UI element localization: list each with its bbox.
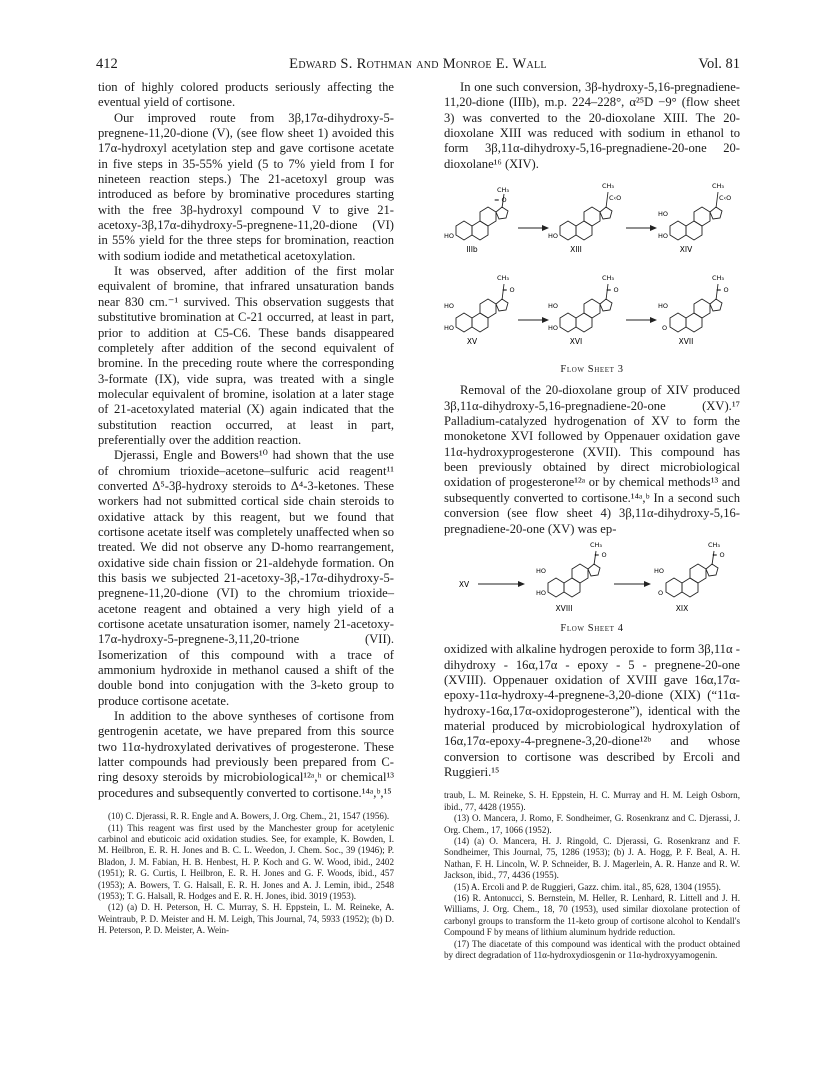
svg-text:CH₃: CH₃ (712, 274, 725, 283)
svg-text:CH₃: CH₃ (708, 540, 721, 549)
paragraph: In addition to the above syntheses of cortisone from gentrogenin acetate, we have prepared from this source two 11α-hydroxylated derivatives of progesterone. These latter compounds had previously been prepared from C-ring desoxy steroids by microbiological¹²ᵃ,ʰ or chemical¹³ procedures and subsequently converted to cortisone.¹⁴ᵃ,ᵇ,¹⁵ (98, 709, 394, 800)
svg-text:= O: = O (716, 286, 729, 295)
flow-sheet-4 (444, 537, 740, 636)
svg-text:CH₃: CH₃ (497, 186, 510, 195)
footnotes-right (444, 790, 740, 961)
footnote: traub, L. M. Reineke, S. H. Eppstein, H. C. Murray and H. M. Leigh Osborn, ibid., 77, 4428 (1955). (444, 790, 740, 812)
svg-text:HO: HO (444, 324, 455, 333)
compound-label: XV (458, 579, 470, 589)
paragraph: In one such conversion, 3β-hydroxy-5,16-pregnadiene-11,20-dione (IIIb), m.p. 224–228°, α²⁵D −9° (flow sheet 3) was converted to the 20-dioxolane XIII. The 20-dioxolane XIII was reduced with sodium in ethanol to form 3β,11α-dihydroxy-5,16-pregnadiene-20-one 20-dioxolane¹⁶ (XIV). (444, 80, 740, 171)
flow-sheet-3-structures (444, 172, 740, 362)
svg-text:C‹O: C‹O (609, 194, 622, 203)
svg-text:HO: HO (548, 232, 559, 241)
page-number: 412 (96, 56, 118, 72)
compound-xviii-structure (536, 541, 607, 597)
compound-label: XIII (570, 245, 582, 255)
footnote: (11) This reagent was first used by the Manchester group for acetylenic carbinol and ebuticoic acid oxidation studies. See, for example, K. Bowden, I. M. Heilbron, E. R. H. Jones and B. C. L. Weedon, J. Chem. Soc., 39 (1946); P. Bladon, J. M. Fabian, H. B. Henbest, H. P. Koch and G. W. Wood, ibid., 2402 (1951); R. G. Curtis, I. Heilbron, E. R. H. Jones and G. F. Woods, ibid., 457 (1953); A. Bowers, T. G. Halsall, E. R. H. Jones and A. J. Lemin, ibid., 2548 (1953); T. G. Halsall, R. Hodges and E. R. H. Jones, ibid. 3019 (1953). (98, 822, 394, 901)
svg-text:CH₃: CH₃ (602, 182, 615, 191)
right-column (444, 80, 740, 961)
volume-label: Vol. 81 (698, 56, 740, 72)
running-header (96, 56, 740, 78)
svg-text:HO: HO (658, 232, 669, 241)
svg-text:CH₃: CH₃ (602, 274, 615, 283)
svg-text:CH₃: CH₃ (712, 182, 725, 191)
flow-sheet-4-structures (444, 537, 740, 621)
compound-label: XV (466, 337, 478, 347)
svg-text:= O: = O (606, 286, 619, 295)
svg-text:HO: HO (654, 566, 665, 575)
svg-text:CH₃: CH₃ (497, 274, 510, 283)
svg-text:HO: HO (548, 324, 559, 333)
svg-text:C‹O: C‹O (719, 194, 732, 203)
footnote: (14) (a) O. Mancera, H. J. Ringold, C. Djerassi, G. Rosenkranz and F. Sondheimer, This Journal, 75, 1286 (1953); (b) J. A. Hogg, P. F. Beal, A. H. Nathan, F. H. Lincoln, W. P. Schneider, B. J. Magerlein, A. R. Hanze and R. W. Jackson, ibid., 77, 4436 (1955). (444, 835, 740, 881)
svg-text:= O: = O (494, 196, 507, 205)
left-column (98, 80, 394, 937)
compound-xvii-structure (658, 274, 729, 332)
compound-label: XIV (679, 245, 693, 255)
paragraph: oxidized with alkaline hydrogen peroxide to form 3β,11α - dihydroxy - 16α,17α - epoxy - 5 - pregnene-20-one (XVIII). Oppenauer oxidation of XVIII gave 16α,17α-epoxy-11α-hydroxy-4-pregnene-3,20-dione (XIX) (“11α-hydroxy-16α,17α-oxidoprogesterone”), identical with the material produced by microbiological hydroxylation of 16α,17α-epoxy-4-pregnene-3,20-dione¹²ᵇ and whose conversion to cortisone was described by Ercoli and Ruggieri.¹⁵ (444, 642, 740, 779)
svg-text:= O: = O (712, 550, 725, 559)
svg-text:HO: HO (444, 302, 455, 311)
compound-xv-structure (444, 274, 515, 332)
svg-text:HO: HO (444, 232, 455, 241)
paragraph: Our improved route from 3β,17α-dihydroxy-5-pregnene-11,20-dione (V), (see flow sheet 1) avoided this 17α-hydroxyl acetylation step and gave cortisone acetate in five steps in 35-55% yield (5 to 7% yield from I for nineteen reaction steps.) The 21-acetoxyl group was introduced as before by brominative procedures starting with the free 3β-hydroxyl compound V to give 21-acetoxy-3β,17α-dihydroxy-5-pregnene-11,20-dione (VI) in 55% yield for the three steps for bromination, reaction with sodium iodide and metathetical acetoxylation. (98, 110, 394, 263)
svg-text:= O: = O (594, 550, 607, 559)
svg-text:HO: HO (536, 588, 547, 597)
flow-sheet-caption: Flow Sheet 4 (560, 622, 624, 634)
footnote: (15) A. Ercoli and P. de Ruggieri, Gazz. chim. ital., 85, 628, 1304 (1955). (454, 881, 721, 892)
flow-sheet-caption: Flow Sheet 3 (560, 364, 624, 376)
paragraph: It was observed, after addition of the first molar equivalent of bromine, that infrared unsaturation bands near 830 cm.⁻¹ survived. This observation suggests that substitutive bromination at C-21 occurred, at least in part, prior to addition at C5-C6. These bands disappeared completely after addition of the second equivalent of bromine. In the preceding route where the corresponding 3-formate (IX), vide supra, was treated with a single molecular equivalent of bromine, isolation at a later stage of 21-acetoxylated material (X) again indicated that the substitution reaction occurred, at least in part, preferentially over the addition reaction. (98, 264, 394, 447)
compound-xix-structure (654, 541, 725, 597)
footnote: (12) (a) D. H. Peterson, H. C. Murray, S. H. Eppstein, L. M. Reineke, A. Weintraub, P. D. Meister and H. M. Leigh, This Journal, 74, 5933 (1952); (b) D. H. Peterson, P. D. Meister, A. Wein- (98, 902, 394, 936)
footnote: (16) R. Antonucci, S. Bernstein, M. Heller, R. Lenhard, R. Littell and J. H. Williams, J. Org. Chem., 18, 70 (1953), used similar dioxolane protection of carbonyl groups to transform the 11-keto group of cortisone alcohol to Kendall's Compound F by means of lithium aluminum hydride reduction. (444, 892, 740, 938)
svg-text:HO: HO (548, 302, 559, 311)
svg-text:HO: HO (658, 302, 669, 311)
footnotes-left (98, 811, 394, 936)
svg-text:HO: HO (536, 566, 547, 575)
svg-text:O: O (658, 588, 664, 597)
paragraph: tion of highly colored products seriously affecting the eventual yield of cortisone. (98, 80, 394, 110)
compound-label: IIIb (466, 245, 478, 255)
footnote: (10) C. Djerassi, R. R. Engle and A. Bowers, J. Org. Chem., 21, 1547 (1956). (108, 811, 390, 822)
svg-text:HO: HO (658, 210, 669, 219)
compound-label: XVI (569, 337, 583, 347)
compound-xiv-structure (658, 182, 731, 240)
compound-label: XIX (675, 603, 689, 613)
compound-xvi-structure (548, 274, 619, 332)
compound-label: XVIII (555, 603, 573, 613)
compound-iiib-structure (444, 186, 509, 240)
footnote: (13) O. Mancera, J. Romo, F. Sondheimer, G. Rosenkranz and C. Djerassi, J. Org. Chem., 17, 1066 (1952). (444, 813, 740, 835)
compound-xiii-structure (548, 182, 621, 240)
svg-text:CH₃: CH₃ (590, 540, 603, 549)
flow-sheet-3 (444, 172, 740, 377)
svg-text:O: O (662, 324, 668, 333)
footnote: (17) The diacetate of this compound was identical with the product obtained by direct degradation of 11α-hydroxydiosgenin or 11α-hydroxyyamogenin. (444, 938, 740, 960)
running-authors: Edward S. Rothman and Monroe E. Wall (289, 56, 547, 72)
compound-label: XVII (678, 337, 694, 347)
svg-text:= O: = O (502, 286, 515, 295)
paragraph: Djerassi, Engle and Bowers¹⁰ had shown that the use of chromium trioxide–acetone–sulfuric acid reagent¹¹ converted Δ⁵-3β-hydroxy steroids to Δ⁴-3-ketones. These workers had not submitted cortical side chain steroids to oxidative attack by this reagent, but we found that cortisone acetate itself was completely unaffected when so treated. We did not observe any D-homo rearrangement, oxidative side chain fission or 21-aldehyde formation. On this basis we subjected 21-acetoxy-3β,-17α-dihydroxy-5-pregnene-11,20-dione (VI) to the chromium trioxide–acetone reagent and obtained a very high yield of a cortisone acetate unsaturation isomer, namely 21-acetoxy-17α-hydroxy-5-pregnene-3,11,20-trione (VII). Isomerization of this compound with a trace of ammonium hydroxide in methanol caused a shift of the double bond into conjugation with the 3-keto group to produce cortisone acetate. (98, 448, 394, 708)
paragraph: Removal of the 20-dioxolane group of XIV produced 3β,11α-dihydroxy-5,16-pregnadiene-20-one (XV).¹⁷ Palladium-catalyzed hydrogenation of XV to form the monoketone XVI followed by Oppenauer oxidation gave 11α-hydroxyprogesterone (XVII). This compound has been previously obtained by direct microbiological oxidation of progesterone¹²ᵃ or by chemical methods¹³ and subsequently converted to cortisone.¹⁴ᵃ,ᵇ In a second such conversion (see flow sheet 4) 3β,11α-dihydroxy-5,16-pregnadiene-20-one (XV) was ep- (444, 383, 740, 536)
